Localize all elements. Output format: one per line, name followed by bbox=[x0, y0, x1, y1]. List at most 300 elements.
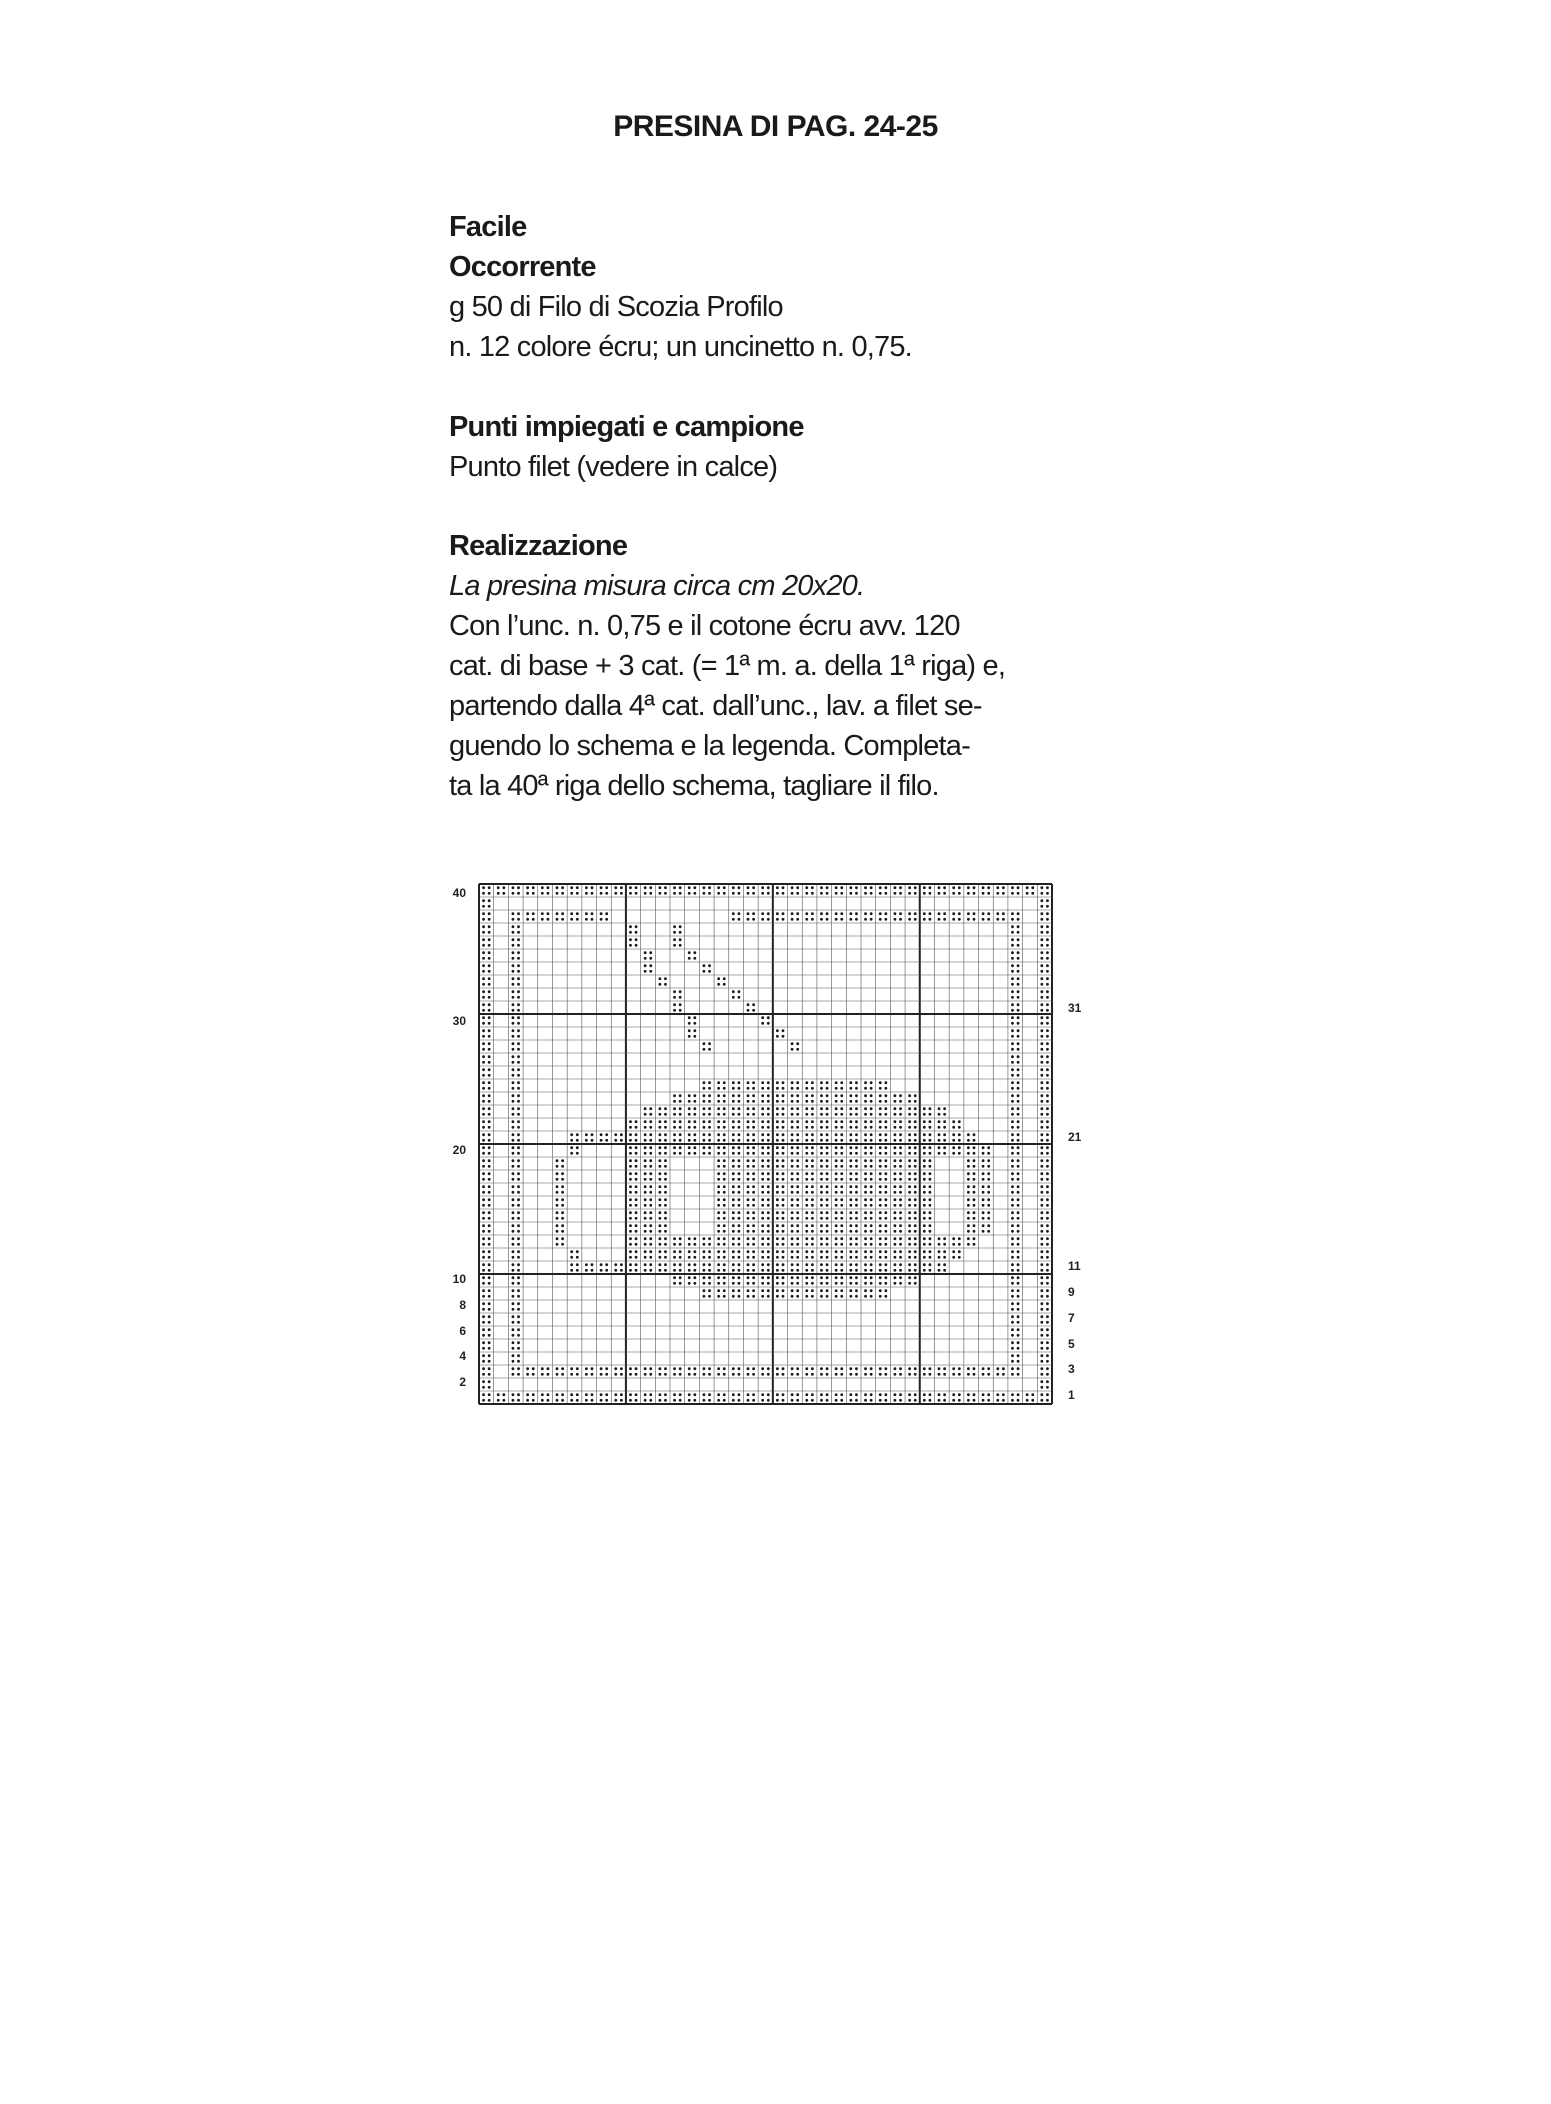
row-label-31: 31 bbox=[1068, 1001, 1082, 1015]
filled-cell-dot bbox=[914, 892, 917, 895]
filled-cell-dot bbox=[1046, 1269, 1049, 1272]
filled-cell-dot bbox=[717, 1250, 720, 1253]
filled-cell-dot bbox=[644, 957, 647, 960]
filled-cell-dot bbox=[732, 1237, 735, 1240]
filled-cell-dot bbox=[649, 964, 652, 967]
filled-cell-dot bbox=[767, 1282, 770, 1285]
stitches-heading: Punti impiegati e campione bbox=[449, 411, 804, 443]
filled-cell-dot bbox=[752, 1113, 755, 1116]
filled-cell-dot bbox=[703, 970, 706, 973]
filled-cell-dot bbox=[884, 1133, 887, 1136]
filled-cell-dot bbox=[1017, 931, 1020, 934]
filled-cell-dot bbox=[849, 1165, 852, 1168]
filled-cell-dot bbox=[879, 1276, 882, 1279]
filled-cell-dot bbox=[826, 1198, 829, 1201]
filled-cell-dot bbox=[1017, 1191, 1020, 1194]
filled-cell-dot bbox=[796, 1367, 799, 1370]
filled-cell-dot bbox=[561, 1230, 564, 1233]
filled-cell-dot bbox=[482, 905, 485, 908]
filled-cell-dot bbox=[908, 1217, 911, 1220]
filled-cell-dot bbox=[982, 1367, 985, 1370]
filled-cell-dot bbox=[776, 1178, 779, 1181]
filled-cell-dot bbox=[649, 1399, 652, 1402]
filled-cell-dot bbox=[929, 1230, 932, 1233]
filled-cell-dot bbox=[556, 1185, 559, 1188]
filled-cell-dot bbox=[703, 1146, 706, 1149]
filled-cell-dot bbox=[635, 1269, 638, 1272]
filled-cell-dot bbox=[914, 1107, 917, 1110]
filled-cell-dot bbox=[1040, 905, 1043, 908]
filled-cell-dot bbox=[488, 1276, 491, 1279]
filled-cell-dot bbox=[791, 1146, 794, 1149]
filled-cell-dot bbox=[938, 1269, 941, 1272]
filled-cell-dot bbox=[591, 1263, 594, 1266]
filled-cell-dot bbox=[884, 1269, 887, 1272]
filled-cell-dot bbox=[1011, 1094, 1014, 1097]
filled-cell-dot bbox=[908, 1269, 911, 1272]
filled-cell-dot bbox=[605, 886, 608, 889]
filled-cell-dot bbox=[943, 1237, 946, 1240]
filled-cell-dot bbox=[811, 1373, 814, 1376]
filled-cell-dot bbox=[894, 1204, 897, 1207]
filled-cell-dot bbox=[591, 1399, 594, 1402]
filled-cell-dot bbox=[849, 1113, 852, 1116]
filled-cell-dot bbox=[870, 1289, 873, 1292]
filled-cell-dot bbox=[1040, 886, 1043, 889]
filled-cell-dot bbox=[693, 1263, 696, 1266]
filled-cell-dot bbox=[723, 1367, 726, 1370]
filled-cell-dot bbox=[488, 1237, 491, 1240]
filled-cell-dot bbox=[840, 1094, 843, 1097]
filled-cell-dot bbox=[987, 1211, 990, 1214]
filled-cell-dot bbox=[849, 1295, 852, 1298]
filled-cell-dot bbox=[908, 1133, 911, 1136]
filled-cell-dot bbox=[614, 886, 617, 889]
materials-line: g 50 di Filo di Scozia Profilo bbox=[449, 291, 783, 323]
filled-cell-dot bbox=[747, 1237, 750, 1240]
filled-cell-dot bbox=[943, 886, 946, 889]
filled-cell-dot bbox=[894, 1399, 897, 1402]
filled-cell-dot bbox=[512, 1048, 515, 1051]
filled-cell-dot bbox=[1040, 1282, 1043, 1285]
filled-cell-dot bbox=[952, 1250, 955, 1253]
filled-cell-dot bbox=[870, 1373, 873, 1376]
filled-cell-dot bbox=[767, 1165, 770, 1168]
filled-cell-dot bbox=[673, 944, 676, 947]
filled-cell-dot bbox=[585, 1269, 588, 1272]
filled-cell-dot bbox=[708, 1373, 711, 1376]
filled-cell-dot bbox=[796, 1120, 799, 1123]
filled-cell-dot bbox=[776, 1217, 779, 1220]
filled-cell-dot bbox=[679, 1393, 682, 1396]
filled-cell-dot bbox=[693, 1152, 696, 1155]
filled-cell-dot bbox=[517, 1009, 520, 1012]
filled-cell-dot bbox=[870, 918, 873, 921]
filled-cell-dot bbox=[576, 886, 579, 889]
filled-cell-dot bbox=[1046, 1373, 1049, 1376]
filled-cell-dot bbox=[512, 1159, 515, 1162]
filled-cell-dot bbox=[688, 1367, 691, 1370]
filled-cell-dot bbox=[673, 1009, 676, 1012]
filled-cell-dot bbox=[547, 1399, 550, 1402]
filled-cell-dot bbox=[805, 1243, 808, 1246]
filled-cell-dot bbox=[840, 1100, 843, 1103]
filled-cell-dot bbox=[635, 1146, 638, 1149]
filled-cell-dot bbox=[532, 1373, 535, 1376]
filled-cell-dot bbox=[658, 886, 661, 889]
filled-cell-dot bbox=[561, 1159, 564, 1162]
filled-cell-dot bbox=[1046, 1178, 1049, 1181]
filled-cell-dot bbox=[982, 1230, 985, 1233]
filled-cell-dot bbox=[717, 1230, 720, 1233]
filled-cell-dot bbox=[855, 1250, 858, 1253]
filled-cell-dot bbox=[923, 1146, 926, 1149]
filled-cell-dot bbox=[517, 1399, 520, 1402]
filled-cell-dot bbox=[635, 1230, 638, 1233]
filled-cell-dot bbox=[723, 1224, 726, 1227]
filled-cell-dot bbox=[488, 1211, 491, 1214]
filled-cell-dot bbox=[1017, 1256, 1020, 1259]
filled-cell-dot bbox=[649, 1263, 652, 1266]
filled-cell-dot bbox=[649, 1230, 652, 1233]
filled-cell-dot bbox=[923, 1198, 926, 1201]
filled-cell-dot bbox=[782, 1243, 785, 1246]
filled-cell-dot bbox=[1017, 1250, 1020, 1253]
filled-cell-dot bbox=[879, 1243, 882, 1246]
filled-cell-dot bbox=[482, 1380, 485, 1383]
filled-cell-dot bbox=[488, 1360, 491, 1363]
filled-cell-dot bbox=[644, 1211, 647, 1214]
filled-cell-dot bbox=[614, 1269, 617, 1272]
filled-cell-dot bbox=[923, 1191, 926, 1194]
filled-cell-dot bbox=[899, 1172, 902, 1175]
filled-cell-dot bbox=[908, 1230, 911, 1233]
filled-cell-dot bbox=[1017, 1061, 1020, 1064]
filled-cell-dot bbox=[855, 1217, 858, 1220]
filled-cell-dot bbox=[482, 1009, 485, 1012]
filled-cell-dot bbox=[1011, 1087, 1014, 1090]
filled-cell-dot bbox=[973, 1243, 976, 1246]
filled-cell-dot bbox=[693, 886, 696, 889]
filled-cell-dot bbox=[879, 1237, 882, 1240]
filled-cell-dot bbox=[929, 918, 932, 921]
filled-cell-dot bbox=[791, 1152, 794, 1155]
filled-cell-dot bbox=[849, 1263, 852, 1266]
filled-cell-dot bbox=[723, 1276, 726, 1279]
filled-cell-dot bbox=[1031, 892, 1034, 895]
filled-cell-dot bbox=[732, 1146, 735, 1149]
filled-cell-dot bbox=[791, 1107, 794, 1110]
filled-cell-dot bbox=[738, 1081, 741, 1084]
filled-cell-dot bbox=[761, 1022, 764, 1025]
filled-cell-dot bbox=[826, 918, 829, 921]
filled-cell-dot bbox=[849, 1276, 852, 1279]
filled-cell-dot bbox=[658, 1178, 661, 1181]
filled-cell-dot bbox=[517, 892, 520, 895]
filled-cell-dot bbox=[517, 1159, 520, 1162]
filled-cell-dot bbox=[899, 1256, 902, 1259]
filled-cell-dot bbox=[982, 1204, 985, 1207]
filled-cell-dot bbox=[776, 1393, 779, 1396]
filled-cell-dot bbox=[826, 1146, 829, 1149]
filled-cell-dot bbox=[708, 1107, 711, 1110]
filled-cell-dot bbox=[576, 1373, 579, 1376]
filled-cell-dot bbox=[738, 1139, 741, 1142]
filled-cell-dot bbox=[899, 1217, 902, 1220]
filled-cell-dot bbox=[782, 1133, 785, 1136]
filled-cell-dot bbox=[864, 1269, 867, 1272]
filled-cell-dot bbox=[747, 1224, 750, 1227]
filled-cell-dot bbox=[517, 1165, 520, 1168]
filled-cell-dot bbox=[723, 886, 726, 889]
filled-cell-dot bbox=[488, 996, 491, 999]
filled-cell-dot bbox=[1011, 1081, 1014, 1084]
filled-cell-dot bbox=[649, 1393, 652, 1396]
filled-cell-dot bbox=[820, 1295, 823, 1298]
filled-cell-dot bbox=[512, 1243, 515, 1246]
filled-cell-dot bbox=[884, 918, 887, 921]
filled-cell-dot bbox=[761, 1237, 764, 1240]
filled-cell-dot bbox=[664, 1107, 667, 1110]
filled-cell-dot bbox=[820, 1224, 823, 1227]
filled-cell-dot bbox=[855, 1100, 858, 1103]
filled-cell-dot bbox=[908, 1120, 911, 1123]
filled-cell-dot bbox=[629, 931, 632, 934]
filled-cell-dot bbox=[747, 1204, 750, 1207]
filled-cell-dot bbox=[644, 1237, 647, 1240]
filled-cell-dot bbox=[723, 1152, 726, 1155]
filled-cell-dot bbox=[649, 1217, 652, 1220]
filled-cell-dot bbox=[717, 1289, 720, 1292]
filled-cell-dot bbox=[826, 1178, 829, 1181]
filled-cell-dot bbox=[693, 1393, 696, 1396]
filled-cell-dot bbox=[835, 1133, 838, 1136]
filled-cell-dot bbox=[1040, 1172, 1043, 1175]
filled-cell-dot bbox=[864, 1263, 867, 1266]
filled-cell-dot bbox=[1040, 1321, 1043, 1324]
filled-cell-dot bbox=[635, 1191, 638, 1194]
filled-cell-dot bbox=[782, 912, 785, 915]
filled-cell-dot bbox=[782, 1113, 785, 1116]
filled-cell-dot bbox=[791, 918, 794, 921]
filled-cell-dot bbox=[1040, 1263, 1043, 1266]
filled-cell-dot bbox=[1046, 1256, 1049, 1259]
filled-cell-dot bbox=[649, 951, 652, 954]
filled-cell-dot bbox=[488, 970, 491, 973]
filled-cell-dot bbox=[884, 1373, 887, 1376]
filled-cell-dot bbox=[761, 1107, 764, 1110]
filled-cell-dot bbox=[1017, 1321, 1020, 1324]
filled-cell-dot bbox=[747, 1139, 750, 1142]
filled-cell-dot bbox=[835, 912, 838, 915]
filled-cell-dot bbox=[488, 1172, 491, 1175]
filled-cell-dot bbox=[1046, 1230, 1049, 1233]
filled-cell-dot bbox=[938, 1152, 941, 1155]
filled-cell-dot bbox=[894, 1185, 897, 1188]
filled-cell-dot bbox=[1017, 1087, 1020, 1090]
filled-cell-dot bbox=[908, 1204, 911, 1207]
filled-cell-dot bbox=[805, 1107, 808, 1110]
filled-cell-dot bbox=[717, 983, 720, 986]
filled-cell-dot bbox=[796, 1224, 799, 1227]
filled-cell-dot bbox=[796, 1263, 799, 1266]
filled-cell-dot bbox=[864, 1113, 867, 1116]
filled-cell-dot bbox=[761, 1282, 764, 1285]
filled-cell-dot bbox=[952, 1256, 955, 1259]
filled-cell-dot bbox=[688, 1282, 691, 1285]
filled-cell-dot bbox=[703, 1282, 706, 1285]
filled-cell-dot bbox=[811, 1367, 814, 1370]
filled-cell-dot bbox=[482, 1016, 485, 1019]
filled-cell-dot bbox=[820, 1211, 823, 1214]
filled-cell-dot bbox=[767, 1113, 770, 1116]
filled-cell-dot bbox=[517, 1113, 520, 1116]
filled-cell-dot bbox=[826, 1289, 829, 1292]
filled-cell-dot bbox=[614, 1263, 617, 1266]
filled-cell-dot bbox=[717, 1198, 720, 1201]
filled-cell-dot bbox=[1011, 1107, 1014, 1110]
filled-cell-dot bbox=[835, 1367, 838, 1370]
filled-cell-dot bbox=[723, 1081, 726, 1084]
filled-cell-dot bbox=[747, 1289, 750, 1292]
filled-cell-dot bbox=[708, 1139, 711, 1142]
filled-cell-dot bbox=[914, 1094, 917, 1097]
filled-cell-dot bbox=[752, 1185, 755, 1188]
filled-cell-dot bbox=[929, 1107, 932, 1110]
filled-cell-dot bbox=[585, 1139, 588, 1142]
filled-cell-dot bbox=[629, 1133, 632, 1136]
filled-cell-dot bbox=[532, 912, 535, 915]
filled-cell-dot bbox=[591, 918, 594, 921]
filled-cell-dot bbox=[635, 938, 638, 941]
filled-cell-dot bbox=[894, 892, 897, 895]
filled-cell-dot bbox=[864, 918, 867, 921]
filled-cell-dot bbox=[929, 1250, 932, 1253]
filled-cell-dot bbox=[761, 1146, 764, 1149]
filled-cell-dot bbox=[973, 1367, 976, 1370]
filled-cell-dot bbox=[1011, 1003, 1014, 1006]
filled-cell-dot bbox=[1046, 1308, 1049, 1311]
filled-cell-dot bbox=[849, 1120, 852, 1123]
filled-cell-dot bbox=[914, 1198, 917, 1201]
filled-cell-dot bbox=[1011, 1009, 1014, 1012]
filled-cell-dot bbox=[482, 1276, 485, 1279]
filled-cell-dot bbox=[649, 1256, 652, 1259]
filled-cell-dot bbox=[835, 1146, 838, 1149]
filled-cell-dot bbox=[1040, 1269, 1043, 1272]
filled-cell-dot bbox=[849, 1367, 852, 1370]
filled-cell-dot bbox=[929, 1399, 932, 1402]
filled-cell-dot bbox=[635, 1172, 638, 1175]
filled-cell-dot bbox=[488, 1302, 491, 1305]
filled-cell-dot bbox=[664, 1139, 667, 1142]
filled-cell-dot bbox=[658, 1393, 661, 1396]
filled-cell-dot bbox=[1046, 983, 1049, 986]
filled-cell-dot bbox=[1011, 1393, 1014, 1396]
filled-cell-dot bbox=[982, 1165, 985, 1168]
filled-cell-dot bbox=[1011, 1185, 1014, 1188]
filled-cell-dot bbox=[987, 912, 990, 915]
filled-cell-dot bbox=[717, 1373, 720, 1376]
filled-cell-dot bbox=[820, 1256, 823, 1259]
filled-cell-dot bbox=[664, 1146, 667, 1149]
filled-cell-dot bbox=[938, 1120, 941, 1123]
filled-cell-dot bbox=[982, 1191, 985, 1194]
filled-cell-dot bbox=[820, 1165, 823, 1168]
filled-cell-dot bbox=[899, 1159, 902, 1162]
filled-cell-dot bbox=[1011, 1152, 1014, 1155]
filled-cell-dot bbox=[673, 1250, 676, 1253]
filled-cell-dot bbox=[664, 1224, 667, 1227]
filled-cell-dot bbox=[488, 1269, 491, 1272]
filled-cell-dot bbox=[767, 1263, 770, 1266]
filled-cell-dot bbox=[591, 1139, 594, 1142]
filled-cell-dot bbox=[870, 1094, 873, 1097]
filled-cell-dot bbox=[512, 1133, 515, 1136]
filled-cell-dot bbox=[908, 1094, 911, 1097]
filled-cell-dot bbox=[693, 1367, 696, 1370]
filled-cell-dot bbox=[517, 931, 520, 934]
filled-cell-dot bbox=[1011, 1269, 1014, 1272]
filled-cell-dot bbox=[635, 1367, 638, 1370]
filled-cell-dot bbox=[952, 912, 955, 915]
filled-cell-dot bbox=[512, 977, 515, 980]
filled-cell-dot bbox=[826, 1107, 829, 1110]
filled-cell-dot bbox=[482, 1224, 485, 1227]
filled-cell-dot bbox=[943, 1256, 946, 1259]
filled-cell-dot bbox=[761, 1016, 764, 1019]
filled-cell-dot bbox=[517, 1373, 520, 1376]
filled-cell-dot bbox=[1031, 1399, 1034, 1402]
filled-cell-dot bbox=[884, 1237, 887, 1240]
filled-cell-dot bbox=[811, 1139, 814, 1142]
filled-cell-dot bbox=[820, 1100, 823, 1103]
filled-cell-dot bbox=[752, 1230, 755, 1233]
filled-cell-dot bbox=[738, 1289, 741, 1292]
filled-cell-dot bbox=[512, 1061, 515, 1064]
filled-cell-dot bbox=[1040, 1055, 1043, 1058]
filled-cell-dot bbox=[658, 1126, 661, 1129]
filled-cell-dot bbox=[620, 1133, 623, 1136]
filled-cell-dot bbox=[967, 1165, 970, 1168]
filled-cell-dot bbox=[973, 1204, 976, 1207]
filled-cell-dot bbox=[747, 1243, 750, 1246]
chart-grid-lines bbox=[479, 884, 1052, 1404]
filled-cell-dot bbox=[805, 1178, 808, 1181]
filled-cell-dot bbox=[482, 1211, 485, 1214]
filled-cell-dot bbox=[914, 1224, 917, 1227]
filled-cell-dot bbox=[570, 1373, 573, 1376]
filled-cell-dot bbox=[776, 1230, 779, 1233]
filled-cell-dot bbox=[943, 1367, 946, 1370]
filled-cell-dot bbox=[703, 1081, 706, 1084]
filled-cell-dot bbox=[1017, 892, 1020, 895]
filled-cell-dot bbox=[849, 1094, 852, 1097]
filled-cell-dot bbox=[1017, 1009, 1020, 1012]
filled-cell-dot bbox=[693, 1237, 696, 1240]
filled-cell-dot bbox=[747, 1003, 750, 1006]
filled-cell-dot bbox=[644, 892, 647, 895]
filled-cell-dot bbox=[849, 892, 852, 895]
filled-cell-dot bbox=[532, 1393, 535, 1396]
filled-cell-dot bbox=[826, 892, 829, 895]
filled-cell-dot bbox=[482, 990, 485, 993]
filled-cell-dot bbox=[752, 1243, 755, 1246]
filled-cell-dot bbox=[776, 1263, 779, 1266]
filled-cell-dot bbox=[1046, 886, 1049, 889]
filled-cell-dot bbox=[1040, 1035, 1043, 1038]
filled-cell-dot bbox=[894, 1237, 897, 1240]
